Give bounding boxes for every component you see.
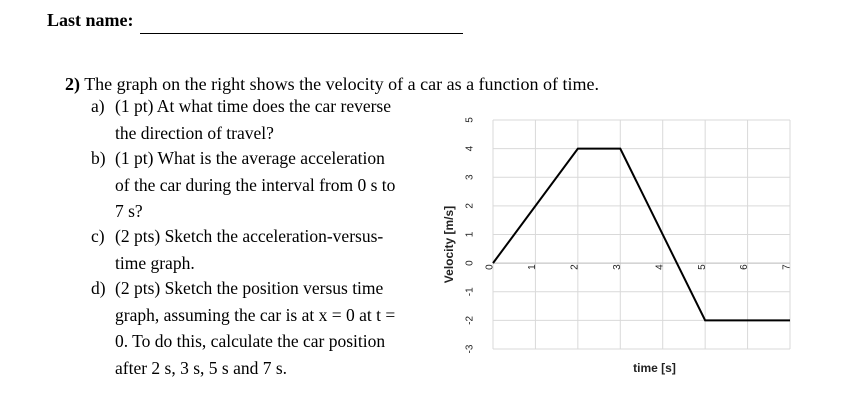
problem-prompt-text: The graph on the right shows the velocity of a car as a function of time.: [84, 74, 600, 94]
x-tick-label: 6: [739, 264, 751, 270]
part-d: [91, 275, 395, 381]
part-b-line-2: of the car during the interval from 0 s to: [115, 174, 396, 195]
y-tick-label: 3: [464, 174, 476, 181]
part-a-line-1: (1 pt) At what time does the car reverse: [115, 96, 392, 116]
y-tick-label: -1: [464, 287, 476, 297]
part-c-line-1: (2 pts) Sketch the acceleration-versus-: [115, 226, 384, 246]
part-c: [91, 223, 383, 276]
y-tick-label: 1: [464, 231, 476, 238]
last-name-line: [140, 33, 463, 34]
part-d-line-2: graph, assuming the car is at x = 0 at t =: [115, 304, 396, 325]
y-tick-label: 5: [464, 117, 476, 123]
x-tick-label: 2: [569, 264, 581, 270]
part-d-line-1: (2 pts) Sketch the position versus time: [115, 278, 384, 298]
x-tick-label: 5: [696, 264, 708, 270]
x-tick-label: 4: [654, 264, 666, 270]
part-b-label: b): [91, 148, 106, 168]
part-a-label: a): [91, 96, 105, 116]
y-tick-label: -2: [464, 315, 476, 325]
part-d-line-4: after 2 s, 3 s, 5 s and 7 s.: [115, 357, 288, 378]
part-d-line-3: 0. To do this, calculate the car position: [115, 331, 386, 351]
problem-prompt: [65, 74, 599, 95]
y-axis-label: Velocity [m/s]: [442, 205, 456, 284]
part-c-line-2: time graph.: [115, 252, 195, 273]
part-d-label: d): [91, 278, 106, 298]
velocity-time-chart: [436, 104, 812, 394]
problem-number: 2): [65, 74, 80, 94]
part-a-line-2: the direction of travel?: [115, 122, 274, 143]
y-tick-label: -3: [464, 344, 476, 354]
y-tick-label: 0: [464, 260, 476, 266]
part-c-label: c): [91, 226, 105, 246]
part-b-line-1: (1 pt) What is the average acceleration: [115, 148, 385, 168]
x-tick-label: 7: [781, 264, 793, 270]
x-tick-label: 1: [527, 264, 539, 270]
y-tick-label: 4: [464, 145, 476, 152]
part-a: [91, 93, 391, 146]
last-name-label: Last name:: [47, 10, 134, 30]
part-b: [91, 145, 395, 225]
x-tick-label: 0: [484, 264, 496, 270]
x-tick-label: 3: [611, 264, 623, 270]
part-b-line-3: 7 s?: [115, 201, 143, 221]
x-axis-label: time [s]: [633, 361, 676, 375]
y-tick-label: 2: [464, 203, 476, 209]
